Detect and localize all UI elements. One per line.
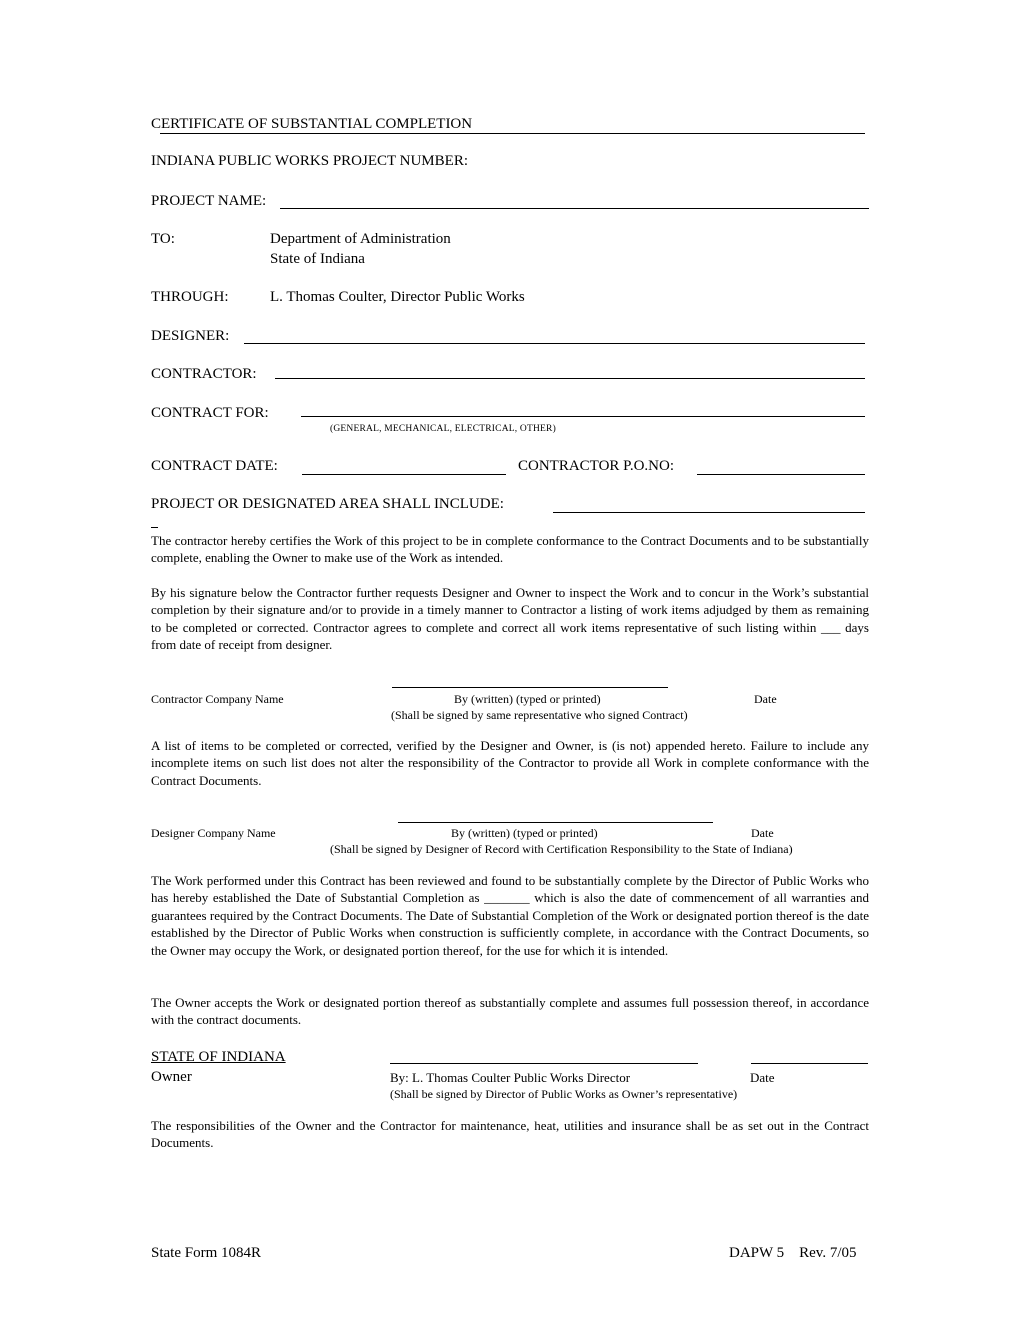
paragraph-owner-accepts: The Owner accepts the Work or designated portion thereof as substantially complete and assumes full possession thereof, in accordance with the contract documents.: [151, 995, 869, 1028]
area-continuation-mark: [151, 527, 158, 528]
through-label: THROUGH:: [151, 289, 229, 305]
designer-signature-line[interactable]: [398, 822, 713, 823]
to-line2: State of Indiana: [270, 251, 365, 267]
contract-date-label: CONTRACT DATE:: [151, 458, 278, 474]
to-line1: Department of Administration: [270, 231, 451, 247]
paragraph-certification: The contractor hereby certifies the Work of this project to be in complete conformance to the Contract Documents and to be substantially complete, enabling the Owner to make use of the Work as intended.: [151, 533, 869, 566]
designer-date-label: Date: [751, 826, 774, 840]
paragraph-responsibilities: The responsibilities of the Owner and the Contractor for maintenance, heat, utilities and insurance shall be as set out in the Contract Documents.: [151, 1118, 869, 1151]
contractor-company-label: Contractor Company Name: [151, 692, 284, 706]
to-label: TO:: [151, 231, 175, 247]
contract-for-hint: (GENERAL, MECHANICAL, ELECTRICAL, OTHER): [330, 424, 556, 434]
owner-label: Owner: [151, 1069, 192, 1085]
paragraph-inspection-request: By his signature below the Contractor further requests Designer and Owner to inspect the Work and to concur in the Work’s substantial completion by their signature and/or to provide in a timely manner to Contractor a listing of work items adjudged by them as remaining to be completed or corrected. Contractor agrees to complete and correct all work items representative of such listing within ___ days from date of receipt from designer.: [151, 585, 869, 653]
project-name-label: PROJECT NAME:: [151, 193, 267, 209]
contractor-label: CONTRACTOR:: [151, 366, 257, 382]
contractor-po-field[interactable]: [697, 474, 865, 475]
designer-by-label: By (written) (typed or printed): [451, 826, 598, 840]
contractor-by-label: By (written) (typed or printed): [454, 692, 601, 706]
contract-date-field[interactable]: [302, 474, 506, 475]
designer-sign-note: (Shall be signed by Designer of Record with Certification Responsibility to the State of Indiana): [330, 842, 793, 856]
footer-form-number: State Form 1084R: [151, 1245, 262, 1261]
contract-for-label: CONTRACT FOR:: [151, 405, 269, 421]
designer-company-label: Designer Company Name: [151, 826, 276, 840]
contractor-po-label: CONTRACTOR P.O.NO:: [518, 458, 674, 474]
document-title: CERTIFICATE OF SUBSTANTIAL COMPLETION: [151, 116, 473, 132]
owner-date-label: Date: [750, 1070, 775, 1085]
owner-by-label: By: L. Thomas Coulter Public Works Director: [390, 1070, 631, 1085]
contractor-field[interactable]: [275, 378, 865, 379]
project-name-field[interactable]: [280, 208, 869, 209]
paragraph-items-list: A list of items to be completed or corrected, verified by the Designer and Owner, is (is not) appended hereto. Failure to include any incomplete items on such list does not alter the responsibility of the Contractor to provide all Work in complete conformance with the Contract Documents.: [151, 738, 869, 788]
project-number-label: INDIANA PUBLIC WORKS PROJECT NUMBER:: [151, 153, 468, 169]
area-label: PROJECT OR DESIGNATED AREA SHALL INCLUDE:: [151, 496, 504, 512]
contractor-sign-note: (Shall be signed by same representative who signed Contract): [391, 708, 688, 722]
owner-sign-note: (Shall be signed by Director of Public Works as Owner’s representative): [390, 1087, 738, 1101]
paragraph-review: The Work performed under this Contract has been reviewed and found to be substantially complete by the Director of Public Works who has hereby established the Date of Substantial Completion as _______ which is also the date of commencement of all warranties and guarantees required by the Contract Documents. The Date of Substantial Completion of the Work or designated portion thereof is the date established by the Director of Public Works when construction is sufficiently complete, in accordance with the Contract Documents, so the Owner may occupy the Work, or designated portion thereof, for the use for which it is intended.: [151, 873, 869, 958]
contractor-signature-line[interactable]: [392, 687, 668, 688]
contractor-date-label: Date: [754, 692, 777, 706]
contract-for-field[interactable]: [301, 416, 865, 417]
designer-label: DESIGNER:: [151, 328, 230, 344]
owner-date-line[interactable]: [751, 1063, 868, 1064]
designer-field[interactable]: [244, 343, 865, 344]
through-value: L. Thomas Coulter, Director Public Works: [270, 289, 525, 305]
owner-signature-line[interactable]: [390, 1063, 698, 1064]
footer-revision: DAPW 5 Rev. 7/05: [729, 1245, 857, 1261]
area-field[interactable]: [553, 512, 865, 513]
title-underline: [160, 133, 865, 134]
state-of-indiana-label: STATE OF INDIANA: [151, 1049, 286, 1065]
